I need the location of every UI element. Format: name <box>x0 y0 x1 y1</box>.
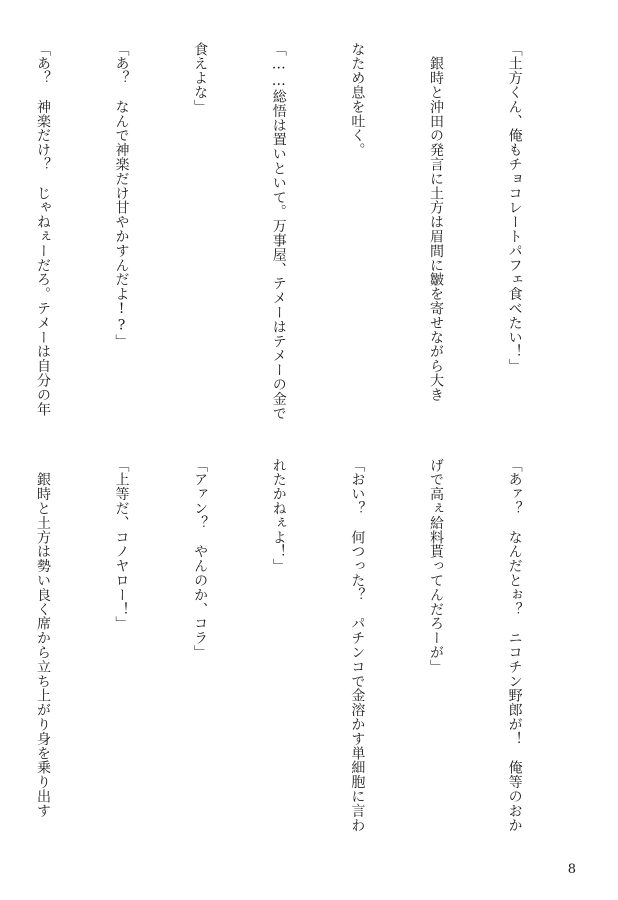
page-number: 8 <box>567 862 576 877</box>
text-line: 銀時と沖田の発言に土方は眉間に皺を寄せながら大き <box>427 42 444 402</box>
text-line: 「あァ？ なんだとぉ？ ニコチン野郎が！ 俺等のおか <box>506 458 523 833</box>
text-line: 「おい？ 何つった？ パチンコで金溶かす単細胞に言わ <box>349 458 366 833</box>
text-line: 「土方くん、俺もチョコレートパフェ食べたい！」 <box>506 42 523 374</box>
top-text-section <box>34 42 580 422</box>
text-line: 銀時と土方は勢い良く席から立ち上がり身を乗り出す <box>34 458 51 818</box>
text-line: 食えよな」 <box>192 42 209 114</box>
text-line: れたかねぇよ！」 <box>270 458 287 574</box>
text-line: 「……総悟は置いといて。万事屋、テメーはテメーの金で <box>270 42 287 421</box>
text-line: 「あ？ なんで神楽だけ甘やかすんだよ!?」 <box>113 42 130 349</box>
bottom-text-section <box>34 458 580 856</box>
text-line: 「上等だ、コノヤロー！」 <box>113 458 130 631</box>
text-line: 「あ？ 神楽だけ？ じゃねぇーだろ。テメーは自分の年 <box>34 42 51 417</box>
text-line: なため息を吐く。 <box>349 42 366 158</box>
text-line: げで高ぇ給料貰ってんだろーが」 <box>427 458 444 674</box>
text-line: 「アァン？ やんのか、コラ」 <box>192 458 209 660</box>
